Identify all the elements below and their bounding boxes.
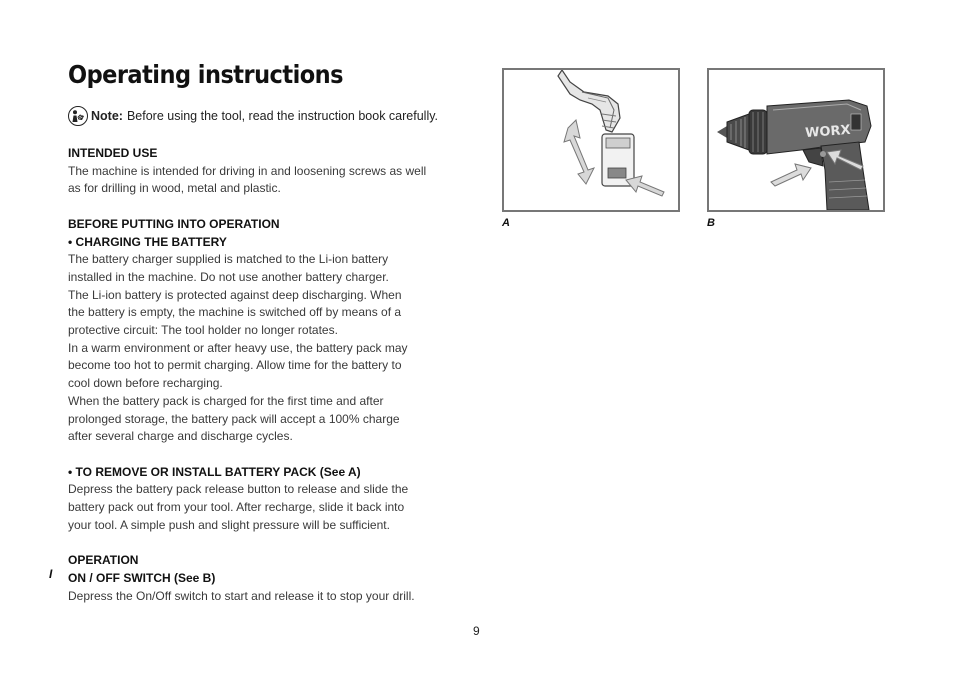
- figure-a-battery-removal: [502, 68, 680, 212]
- body-line: as for drilling in wood, metal and plastic.: [68, 181, 281, 196]
- language-tab-marker: I: [49, 567, 53, 581]
- body-line: In a warm environment or after heavy use, the battery pack may: [68, 340, 408, 355]
- worx-logo: WORX: [804, 122, 852, 141]
- reading-person-icon: [68, 106, 88, 126]
- body-line: cool down before recharging.: [68, 376, 223, 391]
- figure-b-on-off-switch: [707, 68, 885, 212]
- note-text: Before using the tool, read the instruction book carefully.: [126, 109, 439, 123]
- body-line: Depress the battery pack release button to release and slide the: [68, 482, 409, 497]
- instruction-column: [68, 145, 458, 605]
- body-line: installed in the machine. Do not use another battery charger.: [68, 269, 389, 284]
- operation-heading: OPERATION: [68, 553, 139, 568]
- body-line: become too hot to permit charging. Allow time for the battery to: [68, 358, 402, 373]
- note-line: [68, 106, 438, 126]
- figure-b-label: B: [707, 217, 715, 229]
- body-line: When the battery pack is charged for the first time and after: [68, 393, 384, 408]
- body-line: Depress the On/Off switch to start and release it to stop your drill.: [68, 588, 415, 603]
- charging-battery-heading: • CHARGING THE BATTERY: [68, 234, 227, 249]
- figure-a-label: A: [502, 217, 510, 229]
- body-line: The Li-ion battery is protected against deep discharging. When: [68, 287, 402, 302]
- body-line: your tool. A simple push and slight pressure will be sufficient.: [68, 517, 390, 532]
- intended-use-heading: INTENDED USE: [68, 146, 158, 160]
- on-off-switch-heading: ON / OFF SWITCH (See B): [68, 570, 216, 585]
- body-line: after several charge and discharge cycles.: [68, 429, 293, 444]
- page-title: Operating instructions: [68, 60, 343, 89]
- before-operation-heading: BEFORE PUTTING INTO OPERATION: [68, 216, 280, 231]
- battery-pack-heading: • TO REMOVE OR INSTALL BATTERY PACK (See A): [68, 464, 361, 479]
- body-line: protective circuit: The tool holder no longer rotates.: [68, 323, 338, 338]
- note-label: Note:: [91, 109, 123, 123]
- body-line: The battery charger supplied is matched to the Li-ion battery: [68, 252, 389, 267]
- body-line: The machine is intended for driving in and loosening screws as well: [68, 163, 427, 178]
- body-line: battery pack out from your tool. After recharge, slide it back into: [68, 500, 405, 515]
- body-line: prolonged storage, the battery pack will accept a 100% charge: [68, 411, 400, 426]
- body-line: the battery is empty, the machine is switched off by means of a: [68, 305, 402, 320]
- page-number: 9: [473, 624, 480, 638]
